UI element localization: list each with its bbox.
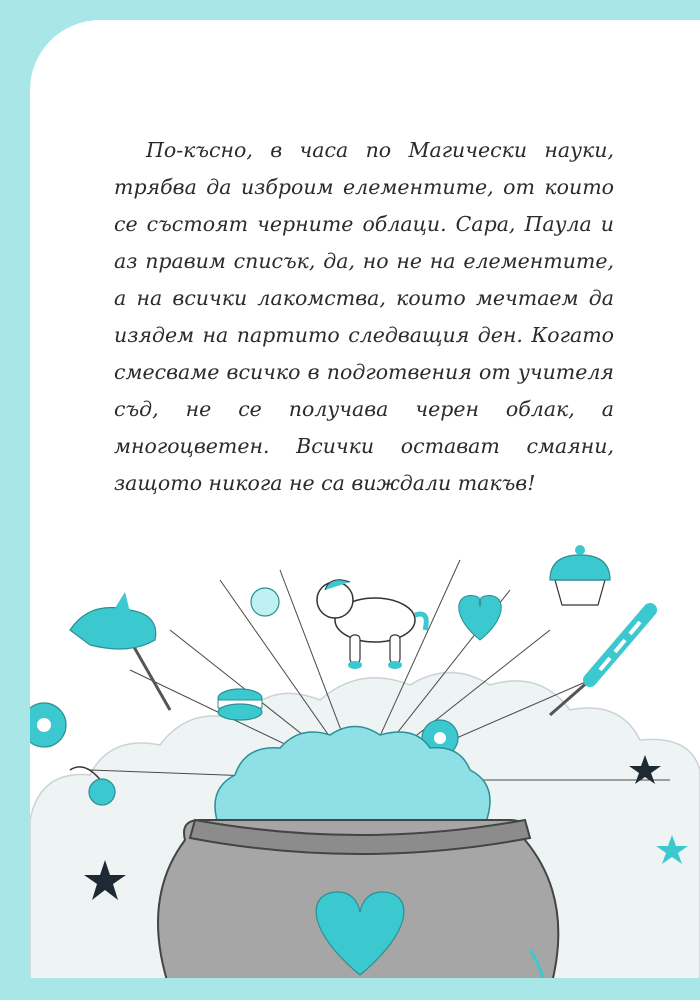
- cauldron-illustration: [30, 520, 700, 1000]
- cupcake-icon: [550, 545, 610, 605]
- donut-icon: [30, 703, 66, 747]
- heart-icon: [459, 596, 502, 640]
- candy-icon: [251, 588, 279, 616]
- story-paragraph: По-късно, в часа по Магически науки, трябва да изброим елементите, от които се състоят черните облаци. Сара, Паула и аз правим списък, да, но не на елементите, а на всички лакомства, които мечтаем да изядем на партито следващия ден. Когато смесваме всичко в подготвения от учителя съд, не се получава черен облак, а многоцветен. Всички остават смаяни, защото никога не са виждали такъв!: [114, 138, 614, 495]
- cauldron-icon: [158, 820, 558, 1000]
- dolphin-lollipop-icon: [70, 592, 170, 710]
- macaron-icon: [218, 689, 262, 720]
- page-bottom-strip: [0, 978, 700, 1000]
- unicorn-icon: [317, 580, 426, 669]
- lollipop-icon: [550, 610, 650, 715]
- book-page: [30, 20, 700, 1000]
